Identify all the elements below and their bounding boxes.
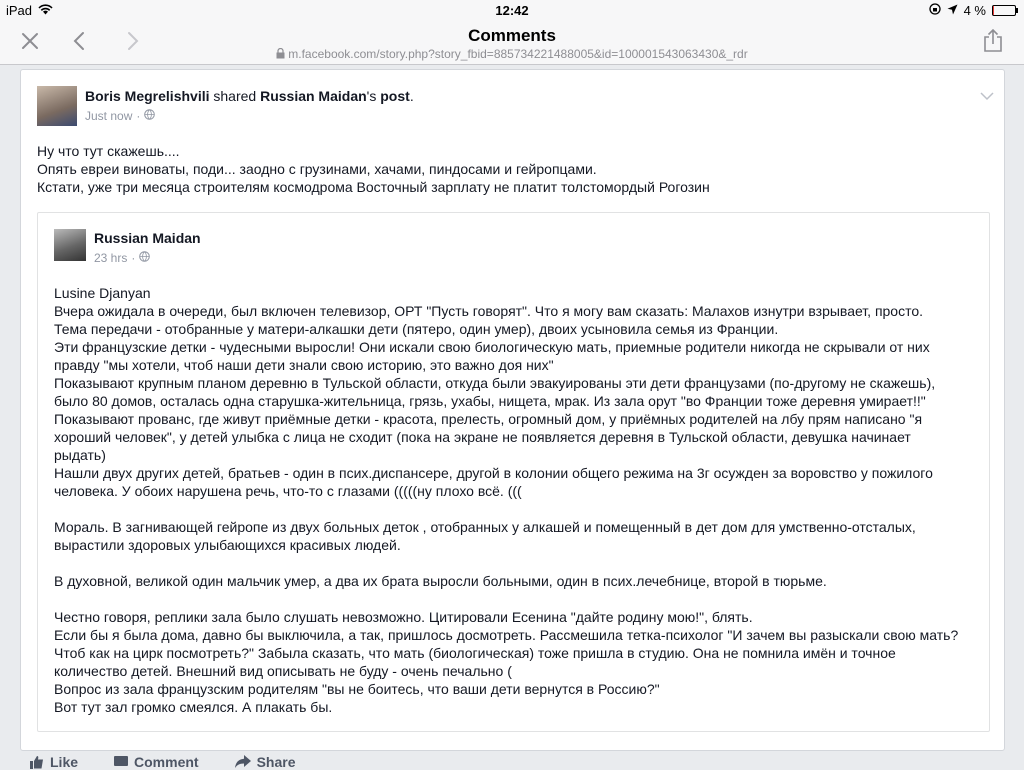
shared-post-link[interactable]: post — [380, 88, 410, 104]
share-label: Share — [256, 753, 296, 770]
shared-author-link[interactable]: Russian Maidan — [94, 230, 201, 246]
page-title: Comments — [468, 26, 556, 45]
shared-time[interactable]: 23 hrs — [94, 251, 128, 265]
rotation-lock-icon — [929, 3, 941, 18]
status-time: 12:42 — [495, 3, 529, 18]
shared-paragraph: Мораль. В загнивающей гейропе из двух больных деток , отобранных у алкашей и помещенный в дет дом для умственно-отсталых, вырастили здоровых улыбающихся красивых людей. — [54, 519, 916, 553]
post-meta — [85, 109, 155, 123]
post-time[interactable]: Just now — [85, 109, 133, 123]
post-options-button[interactable] — [980, 88, 994, 106]
shared-paragraph: Lusine Djanyan Вчера ожидала в очереди, был включен телевизор, ОРТ "Пусть говорят". Что я могу вам сказать: Малахов изнутри взрывает, просто. Тема передачи - отобранные у матери-алкашки дети (пятеро, один умер), двоих усыновила семья из Франции. Эти французские детки - чудесными выросли! Они искали свою биологическую мать, приемные родители никогда не скрывали от них правду "мы хотели, чтоб наши дети знали свою историю, это важно доя них" Показывают крупным планом деревню в Тульской области, откуда были эвакуированы эти дети французами (по-другому не скажешь), было 80 домов, осталась одна старушка-жительница, грязь, ухабы, нищета, мрак. Из зала орут "во Франции тоже деревня умирает!!" Показывают прованс, где живут приёмные детки - красота, прелесть, огромный дом, у приёмных родителей на лбу прям написано "я хороший человек", у детей улыбка с лица не сходит (пока на экране не появляется деревня в Тульской области, девушка начинает рыдать) Нашли двух других детей, братьев - один в псих.диспансере, другой в колонии общего режима на 3г осужден за воровство у пожилого человека. У обоих нарушена речь, что-то с глазами (((((ну плохо всё. ((( — [54, 285, 936, 499]
shared-post[interactable] — [37, 212, 990, 732]
post-header — [85, 88, 414, 104]
post-line: Опять евреи виноваты, поди... заодно с грузинами, хачами, пиндосами и гейропцами. — [37, 161, 597, 177]
shared-avatar[interactable] — [54, 229, 86, 261]
shared-post-body — [54, 284, 979, 716]
post-text — [37, 142, 987, 196]
comment-icon — [114, 755, 128, 769]
battery-icon — [992, 5, 1016, 16]
share-button[interactable] — [235, 749, 296, 768]
globe-icon — [139, 251, 150, 265]
share-arrow-icon — [235, 755, 251, 769]
meta-dot: · — [136, 109, 141, 123]
share-icon — [983, 29, 1003, 53]
thumbs-up-icon — [30, 755, 44, 769]
meta-dot: · — [131, 251, 136, 265]
shared-paragraph: Честно говоря, реплики зала было слушать невозможно. Цитировали Есенина "дайте родину мою!", блять. Если бы я была дома, давно бы выключила, а так, пришлось досмотреть. Рассмешила тетка-психолог "И зачем вы разыскали свою мать? Чтоб как на цирк посмотреть?" Забыла сказать, что мать (биологическая) тоже пришла в студию. Она не помнила имён и точное количество детей. Внешний вид описывать не буду - очень печально ( Вопрос из зала французским родителям "вы не боитесь, что ваши дети вернутся в Россию?" Вот тут зал громко смеялся. А плакать бы. — [54, 609, 959, 715]
post-line: Ну что тут скажешь.... — [37, 143, 180, 159]
device-name: iPad — [6, 3, 33, 18]
shared-word: shared — [213, 88, 257, 104]
url-bar[interactable] — [0, 47, 1024, 62]
url-text: m.facebook.com/story.php?story_fbid=885734221488005&id=100001543063430&_rdr — [288, 47, 748, 61]
comment-label: Comment — [134, 753, 199, 770]
author-link[interactable]: Boris Megrelishvili — [85, 88, 210, 104]
chevron-down-icon — [980, 92, 994, 101]
shared-from-link[interactable]: Russian Maidan — [260, 88, 367, 104]
location-icon — [947, 3, 958, 18]
post-card — [20, 69, 1005, 751]
globe-icon — [144, 109, 155, 123]
like-label: Like — [50, 753, 79, 770]
comment-button[interactable] — [114, 749, 199, 768]
post-line: Кстати, уже три месяца строителям космодрома Восточный зарплату не платит толстомордый Рогозин — [37, 179, 710, 195]
avatar[interactable] — [37, 86, 77, 126]
shared-meta — [94, 251, 150, 265]
share-page-button[interactable] — [978, 26, 1008, 56]
shared-suffix: 's — [366, 88, 377, 104]
browser-navbar — [0, 22, 1024, 65]
lock-icon — [276, 48, 285, 62]
header-period: . — [409, 88, 414, 104]
shared-paragraph: В духовной, великой один мальчик умер, а два их брата выросли больными, один в псих.лечебнице, второй в тюрьме. — [54, 573, 827, 589]
like-button[interactable] — [30, 749, 78, 768]
post-actions — [20, 749, 1003, 768]
status-bar — [0, 0, 1024, 22]
battery-percent: 4 % — [963, 3, 986, 18]
